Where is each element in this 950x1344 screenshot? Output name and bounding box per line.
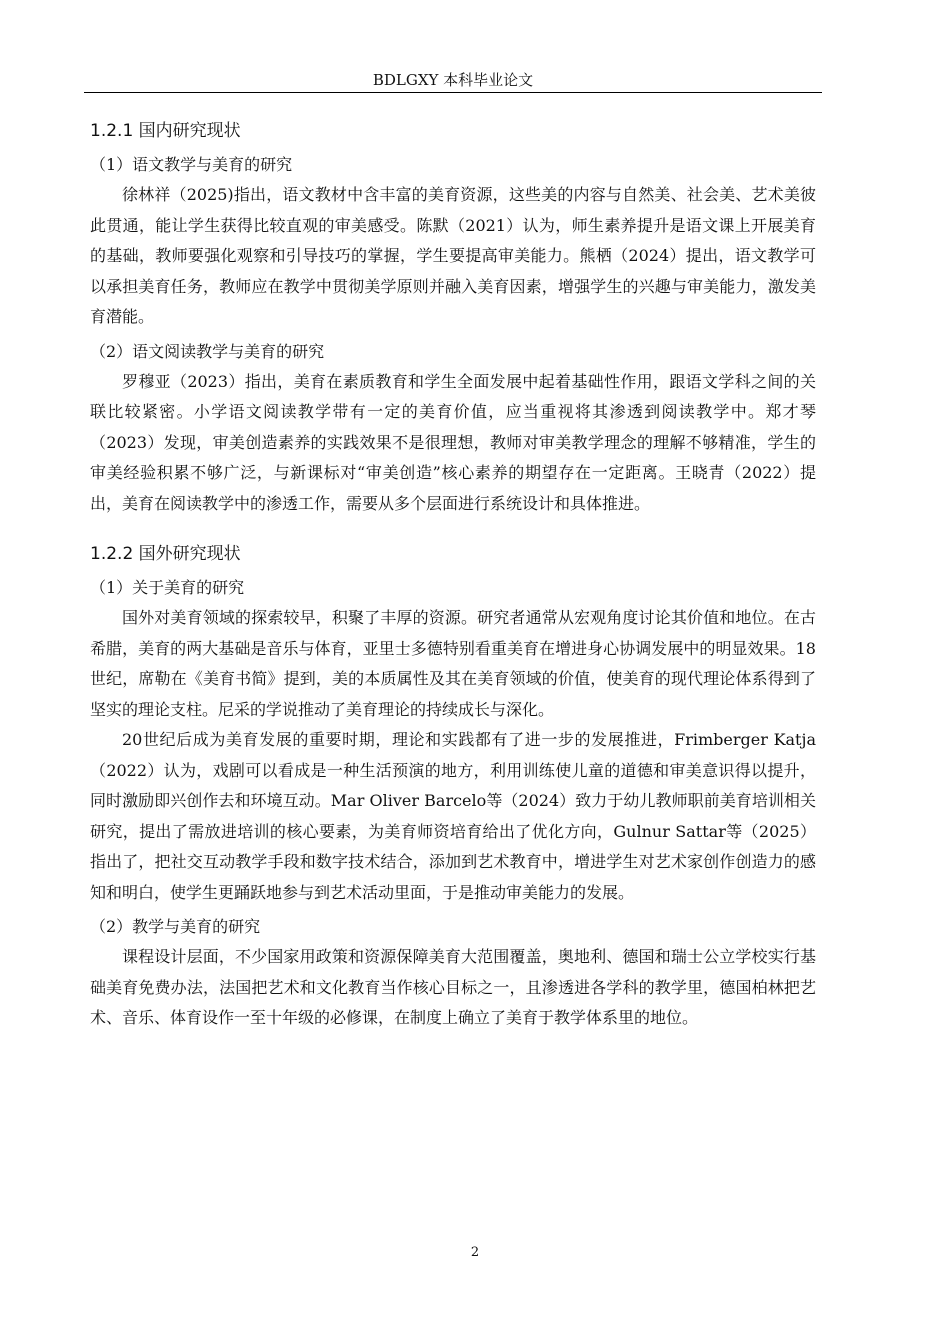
subsection-title: （2）教学与美育的研究 xyxy=(90,917,261,936)
subsection-title: （1）关于美育的研究 xyxy=(90,578,245,597)
paragraph: 国外对美育领域的探索较早，积聚了丰厚的资源。研究者通常从宏观角度讨论其价值和地位。在古希腊，美育的两大基础是音乐与体育，亚里士多德特别看重美育在增进身心协调发展中的明显效果。18世纪，席勒在《美育书简》提到，美的本质属性及其在美育领域的价值，使美育的现代理论体系得到了坚实的理论支柱。尼采的学说推动了美育理论的持续成长与深化。 xyxy=(90,608,816,719)
document-body xyxy=(90,116,816,1034)
paragraph: 20世纪后成为美育发展的重要时期，理论和实践都有了进一步的发展推进，Frimberger Katja（2022）认为，戏剧可以看成是一种生活预演的地方，利用训练使儿童的道德和审美意识得以提升，同时激励即兴创作去和环境互动。Mar Oliver Barcelo等（2024）致力于幼儿教师职前美育培训相关研究，提出了需放进培训的核心要素，为美育师资培育给出了优化方向，Gulnur Sattar等（2025）指出了，把社交互动教学手段和数字技术结合，添加到艺术教育中，增进学生对艺术家创作创造力的感知和明白，使学生更踊跃地参与到艺术活动里面，于是推动审美能力的发展。 xyxy=(90,730,816,902)
section-heading-foreign: 1.2.2 国外研究现状 xyxy=(90,544,241,564)
section-heading-domestic: 1.2.1 国内研究现状 xyxy=(90,121,241,141)
subsection-title: （2）语文阅读教学与美育的研究 xyxy=(90,341,325,361)
subsection-title: （1）语文教学与美育的研究 xyxy=(90,155,293,174)
header-divider xyxy=(84,92,822,93)
paragraph: 罗穆亚（2023）指出，美育在素质教育和学生全面发展中起着基础性作用，跟语文学科之间的关联比较紧密。小学语文阅读教学带有一定的美育价值，应当重视将其渗透到阅读教学中。郑才琴（2023）发现，审美创造素养的实践效果不是很理想，教师对审美教学理念的理解不够精准，学生的审美经验积累不够广泛，与新课标对“审美创造”核心素养的期望存在一定距离。王晓青（2022）提出，美育在阅读教学中的渗透工作，需要从多个层面进行系统设计和具体推进。 xyxy=(90,371,816,513)
page-header: BDLGXY 本科毕业论文 xyxy=(372,71,534,89)
paragraph: 徐林祥（2025)指出，语文教材中含丰富的美育资源，这些美的内容与自然美、社会美、艺术美彼此贯通，能让学生获得比较直观的审美感受。陈默（2021）认为，师生素养提升是语文课上开展美育的基础，教师要强化观察和引导技巧的掌握，学生要提高审美能力。熊栖（2024）提出，语文教学可以承担美育任务，教师应在教学中贯彻美学原则并融入美育因素，增强学生的兴趣与审美能力，激发美育潜能。 xyxy=(90,185,816,326)
page-number: 2 xyxy=(470,1245,480,1260)
paragraph: 课程设计层面，不少国家用政策和资源保障美育大范围覆盖，奥地利、德国和瑞士公立学校实行基础美育免费办法，法国把艺术和文化教育当作核心目标之一，且渗透进各学科的教学里，德国柏林把艺术、音乐、体育设作一至十年级的必修课，在制度上确立了美育于教学体系里的地位。 xyxy=(90,947,816,1027)
